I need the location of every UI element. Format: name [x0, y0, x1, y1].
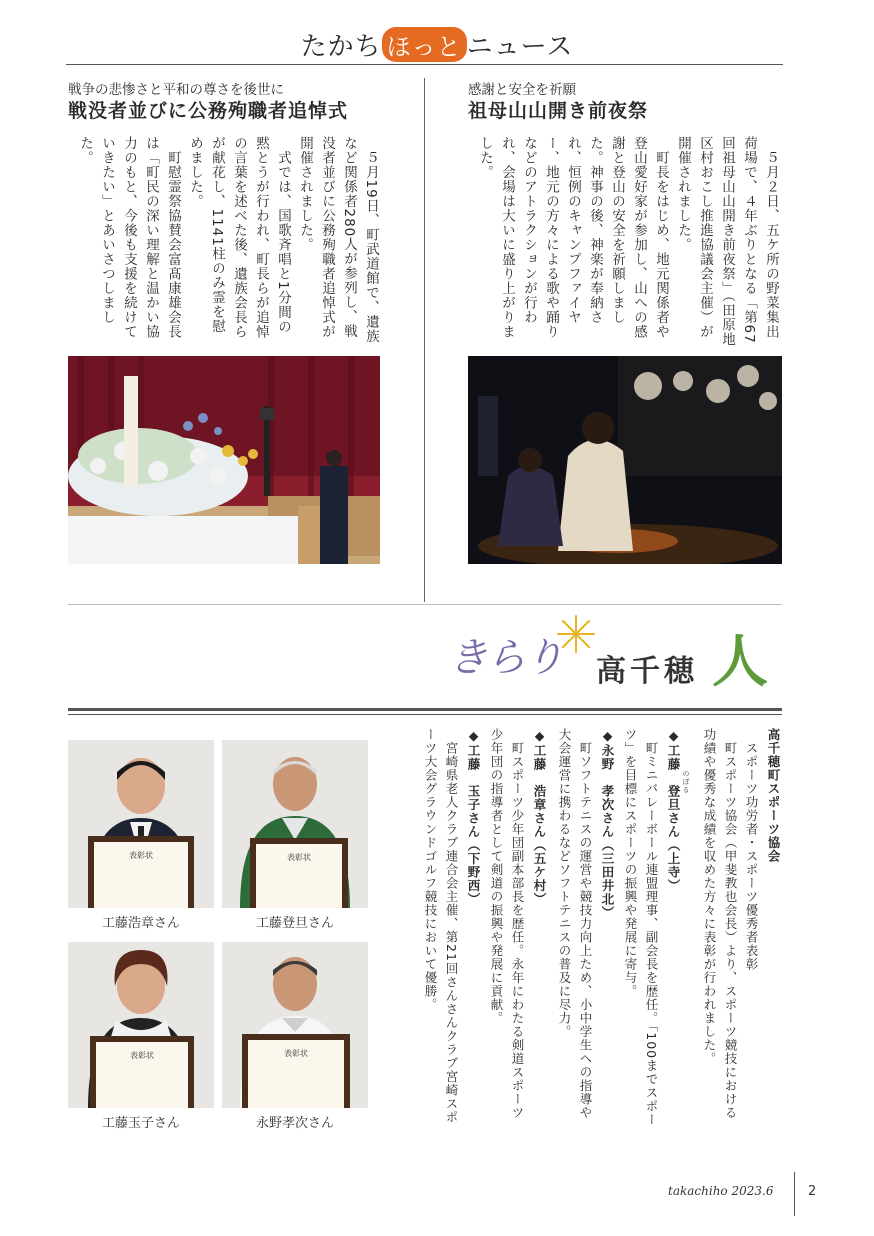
awardee-4-text: 宮崎県老人クラブ連合会主催、第21回さんさんクラブ宮崎スポーツ大会グラウンドゴルフ競技において優勝。	[423, 728, 459, 1124]
footer-divider	[794, 1172, 795, 1216]
kirari-rule-thick	[68, 708, 782, 711]
certificate-label: 表彰状	[129, 851, 153, 860]
left-article-kicker: 戦争の悲惨さと平和の尊さを後世に	[68, 82, 284, 98]
sports-intro: スポーツ功労者・スポーツ優秀者表彰 町スポーツ協会（甲斐教也会長）より、スポーツ競技における功績や優秀な成績を収めた方々に表彰が行われました。	[702, 728, 759, 1120]
awardee-1-reading: のぼる	[682, 770, 690, 794]
kirari-title-part1: きらり	[448, 635, 562, 681]
footer-issue: 2023.6	[731, 1184, 774, 1198]
awardee-1-text: 町ミニバレーボール連盟理事、副会長を歴任。「100までスポーツ」を目標にスポーツの振興や発展に寄与。	[623, 728, 659, 1127]
portrait-caption-4: 永野孝次さん	[255, 1116, 334, 1131]
footer-publication-name: takachiho	[668, 1184, 728, 1198]
awardee-2-text: 町ソフトテニスの運営や競技力向上ため、小中学生への指導や大会運営に携わるなどソフトテニスの普及に尽力。	[557, 728, 593, 1120]
memorial-ceremony-photo	[68, 356, 380, 564]
awardee-1-name: ◆工藤 登旦さん（上寺）	[666, 728, 681, 893]
awardee-3-text: 町スポーツ少年団副本部長を歴任。永年にわたる剣道スポーツ少年団の指導者として剣道の振興や発展に貢献。	[489, 728, 525, 1120]
footer-publication	[668, 1184, 773, 1198]
right-article-kicker: 感謝と安全を祈願	[468, 82, 576, 98]
portrait-caption-3: 工藤玉子さん	[101, 1116, 180, 1131]
column-divider	[424, 78, 425, 602]
right-article-body: ５月２日、五ケ所の野菜集出荷場で、４年ぶりとなる「第67回祖母山山開き前夜祭」（田原地区村おこし推進協議会主催）が開催されました。 町長をはじめ、地元関係者や登山愛好家が参加し、山への感謝と登山の安全を祈願しました。神事の後、神楽が奉納され、恒例のキャンプファイヤー、地元の方々による歌や踊りなどのアトラクションが行われ、会場は大いに盛り上がりました。	[477, 136, 779, 347]
certificate-label: 表彰状	[130, 1051, 154, 1060]
header-title-pre: たかち	[300, 32, 382, 62]
awardee-2-name: ◆永野 孝次さん（三田井北）	[600, 728, 615, 920]
left-article-body: ５月19日、町武道館で、遺族など関係者280人が参列し、戦没者並びに公務殉職者追悼式が開催されました。 式では、国歌斉唱と1分間の黙とうが行われ、町長らが追悼の言葉を述べた後、遺族会長らが献花し、1141柱のみ霊を慰めました。 町慰霊祭協賛会富髙康雄会長は「町民の深い理解と温かい協力のもと、今後も支援を続けていきたい」とあいさつしました。	[77, 136, 379, 344]
kirari-takachiho-banner	[448, 612, 788, 702]
awardee-3-name: ◆工藤 浩章さん（五ケ村）	[532, 728, 547, 906]
portrait-kudo-hiroaki	[68, 740, 214, 908]
portrait-kudo-noboru	[222, 740, 368, 908]
section-divider	[68, 604, 782, 605]
kirari-rule-thin	[68, 714, 782, 715]
left-article-headline: 戦没者並びに公務殉職者追悼式	[68, 100, 349, 122]
awardee-4-name: ◆工藤 玉子さん（下野西）	[466, 728, 481, 906]
header-rule	[66, 64, 783, 65]
certificate-label: 表彰状	[284, 1049, 308, 1058]
page-number: 2	[808, 1184, 817, 1199]
portrait-caption-2: 工藤登旦さん	[255, 916, 334, 931]
header-title-post: ニュース	[466, 32, 574, 62]
right-article-headline: 祖母山山開き前夜祭	[468, 100, 649, 122]
kirari-title-part3: 人	[712, 629, 768, 695]
portrait-kudo-tamako	[68, 942, 214, 1108]
page-header-title	[0, 26, 874, 63]
header-title-highlight: ほっと	[382, 27, 467, 62]
mountain-festival-photo	[468, 356, 782, 564]
portrait-nagano-koji	[222, 942, 368, 1108]
sports-org-name: 高千穂町スポーツ協会	[766, 728, 781, 863]
sparkle-icon	[556, 614, 596, 654]
kirari-title-part2: 高千穂	[596, 654, 698, 689]
certificate-label: 表彰状	[287, 853, 311, 862]
portrait-caption-1: 工藤浩章さん	[101, 916, 180, 931]
